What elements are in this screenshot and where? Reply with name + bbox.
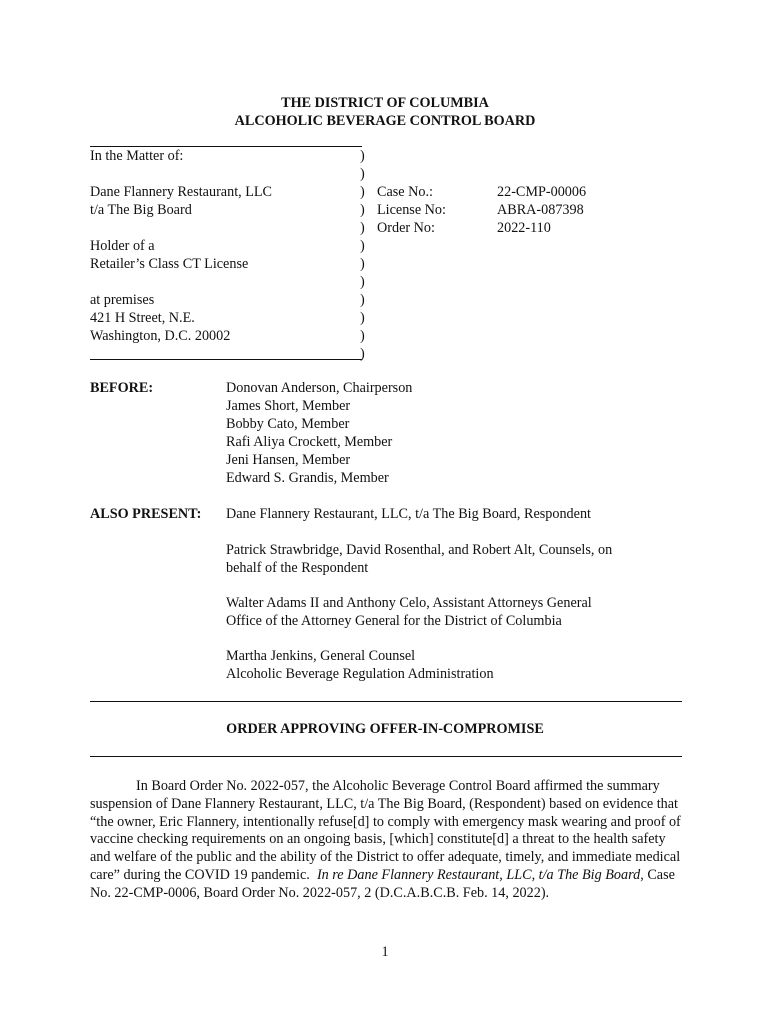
body-text-part-1: In Board Order No. 2022-057, the Alcoholic Beverage Control Board affirmed the summary suspension of Dane Flannery Restaurant, LLC, t/a The Big Board, (Respondent) based on evidence that “the owner, Eric Flannery, intentionally refuse[d] to comply with emergency mask wearing and proof of vaccine checking requirements on an ongoing basis, [which] constitute[d] a threat to the health safety and welfare of the public and the ability of the District to offer adequate, timely, and immediate medical care” during the COVID 19 pandemic. <box>90 778 681 883</box>
premises-label: at premises <box>90 292 155 308</box>
board-member: Rafi Aliya Crockett, Member <box>226 434 393 450</box>
before-label: BEFORE: <box>90 380 154 396</box>
body-text-part-2: , Case No. 22-CMP-0006, Board Order No. 2022-057, 2 (D.C.A.B.C.B. Feb. 14, 2022). <box>90 866 675 901</box>
general-counsel-line-2: Alcoholic Beverage Regulation Administration <box>226 666 494 682</box>
ag-line-1: Walter Adams II and Anthony Celo, Assistant Attorneys General <box>226 595 592 611</box>
holder-line-2: Retailer’s Class CT License <box>90 256 249 272</box>
ag-line-2: Office of the Attorney General for the District of Columbia <box>226 613 562 629</box>
page-number: 1 <box>381 944 389 960</box>
caption-paren: ) <box>360 184 365 200</box>
order-number-label: Order No: <box>377 220 435 236</box>
board-member: Jeni Hansen, Member <box>226 452 351 468</box>
license-number-label: License No: <box>377 202 446 218</box>
respondent-present: Dane Flannery Restaurant, LLC, t/a The Big Board, Respondent <box>226 506 591 522</box>
caption-paren: ) <box>360 310 365 326</box>
counsel-line-2: behalf of the Respondent <box>226 560 369 576</box>
counsel-line-1: Patrick Strawbridge, David Rosenthal, and Robert Alt, Counsels, on <box>226 542 613 558</box>
general-counsel-line-1: Martha Jenkins, General Counsel <box>226 648 416 664</box>
caption-paren: ) <box>360 166 365 182</box>
order-number-value: 2022-110 <box>497 220 551 236</box>
respondent-name: Dane Flannery Restaurant, LLC <box>90 184 273 200</box>
board-member: James Short, Member <box>226 398 351 414</box>
caption-paren: ) <box>360 346 365 362</box>
case-citation: In re Dane Flannery Restaurant, LLC, t/a The Big Board <box>316 866 641 883</box>
also-present-label: ALSO PRESENT: <box>90 506 202 522</box>
board-member: Edward S. Grandis, Member <box>226 470 389 486</box>
holder-line-1: Holder of a <box>90 238 155 254</box>
board-member: Donovan Anderson, Chairperson <box>226 380 413 396</box>
title-bottom-rule <box>90 756 682 757</box>
caption-bottom-rule <box>90 359 362 360</box>
board-member: Bobby Cato, Member <box>226 416 350 432</box>
trade-name: t/a The Big Board <box>90 202 192 218</box>
order-title: ORDER APPROVING OFFER-IN-COMPROMISE <box>226 721 544 737</box>
body-paragraph <box>90 778 686 903</box>
caption-paren: ) <box>360 328 365 344</box>
license-number-value: ABRA-087398 <box>497 202 584 218</box>
caption-paren: ) <box>360 202 365 218</box>
title-top-rule <box>90 701 682 702</box>
caption-paren: ) <box>360 292 365 308</box>
case-number-label: Case No.: <box>377 184 433 200</box>
caption-paren: ) <box>360 148 365 164</box>
caption-paren: ) <box>360 274 365 290</box>
address-line-1: 421 H Street, N.E. <box>90 310 195 326</box>
caption-paren: ) <box>360 238 365 254</box>
address-line-2: Washington, D.C. 20002 <box>90 328 231 344</box>
caption-paren: ) <box>360 256 365 272</box>
header-line-1: THE DISTRICT OF COLUMBIA <box>281 95 489 111</box>
header-line-2: ALCOHOLIC BEVERAGE CONTROL BOARD <box>234 113 536 129</box>
caption-paren: ) <box>360 220 365 236</box>
matter-label: In the Matter of: <box>90 148 184 164</box>
case-number-value: 22-CMP-00006 <box>497 184 587 200</box>
